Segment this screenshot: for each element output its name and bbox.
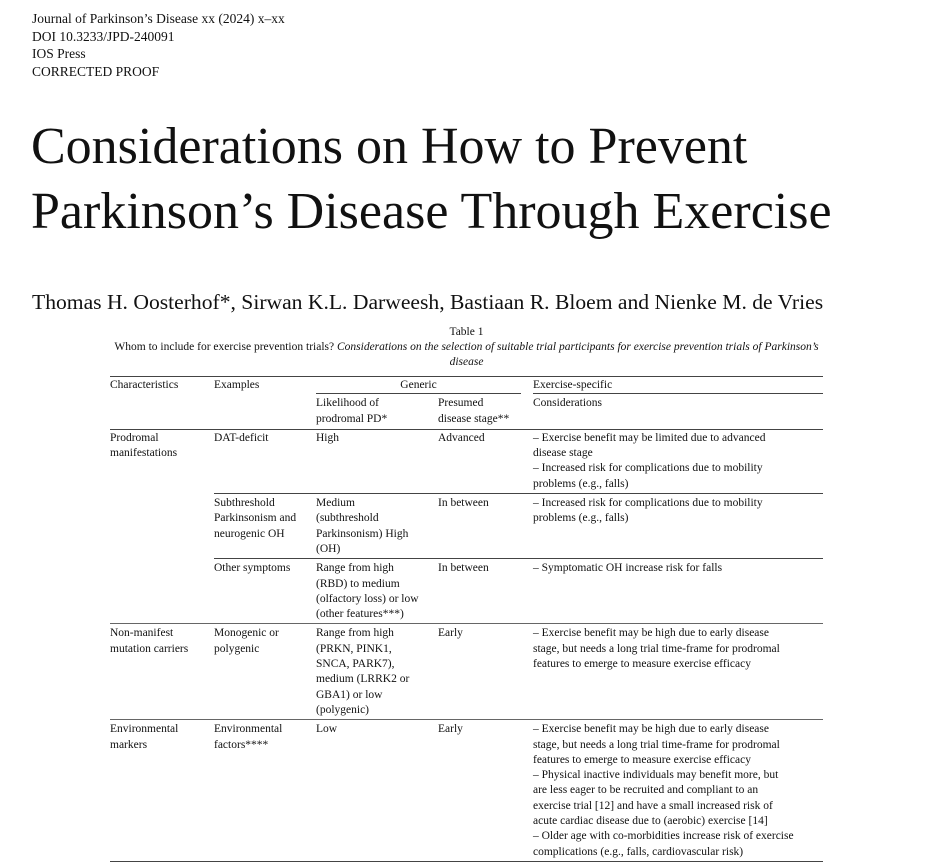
- header-examples: Examples: [214, 377, 316, 396]
- authors: Thomas H. Oosterhof*, Sirwan K.L. Darweesh, Bastiaan R. Bloem and Nienke M. de Vries: [32, 290, 824, 314]
- example-cell: Environmental factors****: [214, 720, 316, 862]
- title-line: Considerations on How to Prevent: [31, 118, 748, 175]
- likelihood-cell: Low: [316, 720, 438, 862]
- header-generic: Generic: [316, 378, 521, 394]
- likelihood-cell: Medium (subthreshold Parkinsonism) High (OH): [316, 494, 438, 559]
- table-row: [110, 720, 823, 862]
- stage-cell: In between: [438, 494, 533, 559]
- likelihood-cell: High: [316, 431, 339, 444]
- table-row: [110, 624, 823, 720]
- table-caption: [110, 325, 823, 370]
- characteristic-cell: Non-manifest mutation carriers: [110, 624, 214, 720]
- considerations-cell: – Exercise benefit may be high due to early disease stage, but needs a long trial time-frame for prodromal features to emerge to measure exercise efficacy: [533, 624, 823, 720]
- considerations-cell: – Increased risk for complications due to mobility problems (e.g., falls): [533, 494, 823, 559]
- header-likelihood: Likelihood of prodromal PD*: [316, 395, 438, 429]
- title-line: Parkinson’s Disease Through Exercise: [31, 183, 832, 240]
- table-row: [110, 429, 823, 493]
- header-exercise-specific: Exercise-specific: [533, 378, 823, 394]
- subheader-row: [110, 395, 823, 429]
- characteristic-cell: Prodromal manifestations: [110, 431, 178, 460]
- table-row: [110, 559, 823, 624]
- caption-title: Whom to include for exercise prevention trials?: [114, 341, 337, 353]
- proof-status: CORRECTED PROOF: [32, 63, 160, 79]
- table-1: [110, 376, 823, 862]
- stage-cell: Early: [438, 720, 533, 862]
- header-considerations: Considerations: [533, 395, 823, 429]
- journal-header: [32, 10, 285, 80]
- header-stage: Presumed disease stage**: [438, 395, 533, 429]
- table-row: [110, 494, 823, 559]
- considerations-cell: – Exercise benefit may be limited due to advanced disease stage – Increased risk for complications due to mobility problems (e.g., falls): [533, 431, 766, 490]
- paper-title: [31, 114, 832, 244]
- publisher: IOS Press: [32, 46, 86, 61]
- characteristic-cell: Environmental markers: [110, 720, 214, 862]
- header-characteristics: Characteristics: [110, 377, 214, 396]
- likelihood-cell: Range from high (RBD) to medium (olfactory loss) or low (other features***): [316, 559, 438, 624]
- considerations-cell: – Symptomatic OH increase risk for falls: [533, 559, 823, 624]
- example-cell: Other symptoms: [214, 559, 316, 624]
- doi: DOI 10.3233/JPD-240091: [32, 28, 175, 44]
- caption-description: Considerations on the selection of suitable trial participants for exercise prevention trials of Parkinson’s disease: [336, 341, 819, 368]
- stage-cell: Advanced: [438, 431, 485, 444]
- journal-citation: Journal of Parkinson’s Disease xx (2024) x–xx: [32, 11, 285, 26]
- likelihood-cell: Range from high (PRKN, PINK1, SNCA, PARK7), medium (LRRK2 or GBA1) or low (polygenic): [316, 624, 438, 720]
- example-cell: Subthreshold Parkinsonism and neurogenic OH: [214, 494, 316, 559]
- table-label: Table 1: [449, 326, 484, 338]
- header-row: [110, 377, 823, 396]
- example-cell: DAT-deficit: [214, 431, 269, 444]
- stage-cell: Early: [438, 624, 533, 720]
- considerations-cell: – Exercise benefit may be high due to early disease stage, but needs a long trial time-frame for prodromal features to emerge to measure exercise efficacy – Physical inactive individuals may benefit more, but are less eager to be recruited and compliant to an exercise trial [12] and have a small increased risk of acute cardiac disease due to (aerobic) exercise [14] – Older age with co-morbidities increase risk of exercise complications (e.g., falls, cardiovascular risk): [533, 720, 823, 862]
- stage-cell: In between: [438, 559, 533, 624]
- example-cell: Monogenic or polygenic: [214, 624, 316, 720]
